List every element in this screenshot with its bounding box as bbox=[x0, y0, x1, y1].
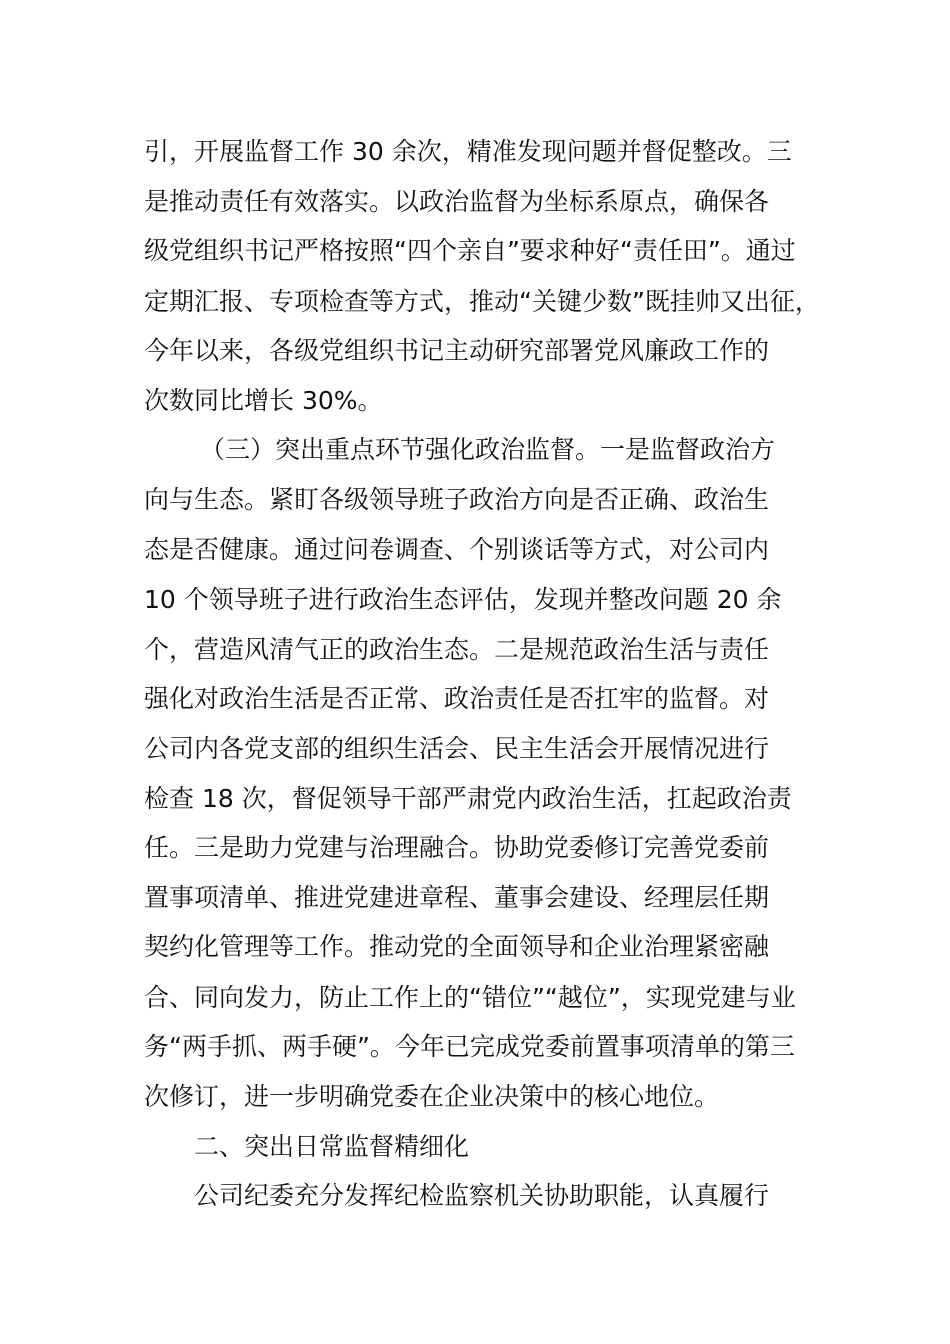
paragraph-line: 态是否健康。通过问卷调查、个别谈话等方式，对公司内 bbox=[144, 535, 770, 564]
section-heading: 二、突出日常监督精细化 bbox=[194, 1132, 470, 1161]
paragraph-line: 今年以来，各级党组织书记主动研究部署党风廉政工作的 bbox=[144, 336, 770, 365]
paragraph-line: 次修订，进一步明确党委在企业决策中的核心地位。 bbox=[144, 1082, 720, 1111]
paragraph-line: 10 个领导班子进行政治生态评估，发现并整改问题 20 余 bbox=[144, 585, 782, 614]
paragraph-line: 公司内各党支部的组织生活会、民主生活会开展情况进行 bbox=[144, 734, 770, 763]
paragraph-line: 级党组织书记严格按照“四个亲自”要求种好“责任田”。通过 bbox=[144, 236, 796, 265]
paragraph-line: 是推动责任有效落实。以政治监督为坐标系原点，确保各 bbox=[144, 187, 770, 216]
paragraph-line: 契约化管理等工作。推动党的全面领导和企业治理紧密融 bbox=[144, 932, 770, 961]
paragraph-line: 次数同比增长 30%。 bbox=[144, 386, 383, 415]
paragraph-line: 任。三是助力党建与治理融合。协助党委修订完善党委前 bbox=[144, 833, 770, 862]
paragraph-line: 向与生态。紧盯各级领导班子政治方向是否正确、政治生 bbox=[144, 485, 770, 514]
paragraph-line: 务“两手抓、两手硬”。今年已完成党委前置事项清单的第三 bbox=[144, 1032, 795, 1061]
paragraph-line: 强化对政治生活是否正常、政治责任是否扛牢的监督。对 bbox=[144, 684, 770, 713]
paragraph-line: 定期汇报、专项检查等方式，推动“关键少数”既挂帅又出征， bbox=[144, 287, 820, 316]
paragraph-line: 检查 18 次，督促领导干部严肃党内政治生活，扛起政治责 bbox=[144, 784, 792, 813]
paragraph-line: 合、同向发力，防止工作上的“错位”“越位”，实现党建与业 bbox=[144, 983, 796, 1012]
paragraph-line: 置事项清单、推进党建进章程、董事会建设、经理层任期 bbox=[144, 883, 770, 912]
paragraph-line: 引，开展监督工作 30 余次，精准发现问题并督促整改。三 bbox=[144, 137, 792, 166]
section-heading-line: （三）突出重点环节强化政治监督。一是监督政治方 bbox=[200, 435, 776, 464]
paragraph-line: 个，营造风清气正的政治生态。二是规范政治生活与责任 bbox=[144, 635, 770, 664]
paragraph-line: 公司纪委充分发挥纪检监察机关协助职能，认真履行 bbox=[194, 1181, 770, 1210]
